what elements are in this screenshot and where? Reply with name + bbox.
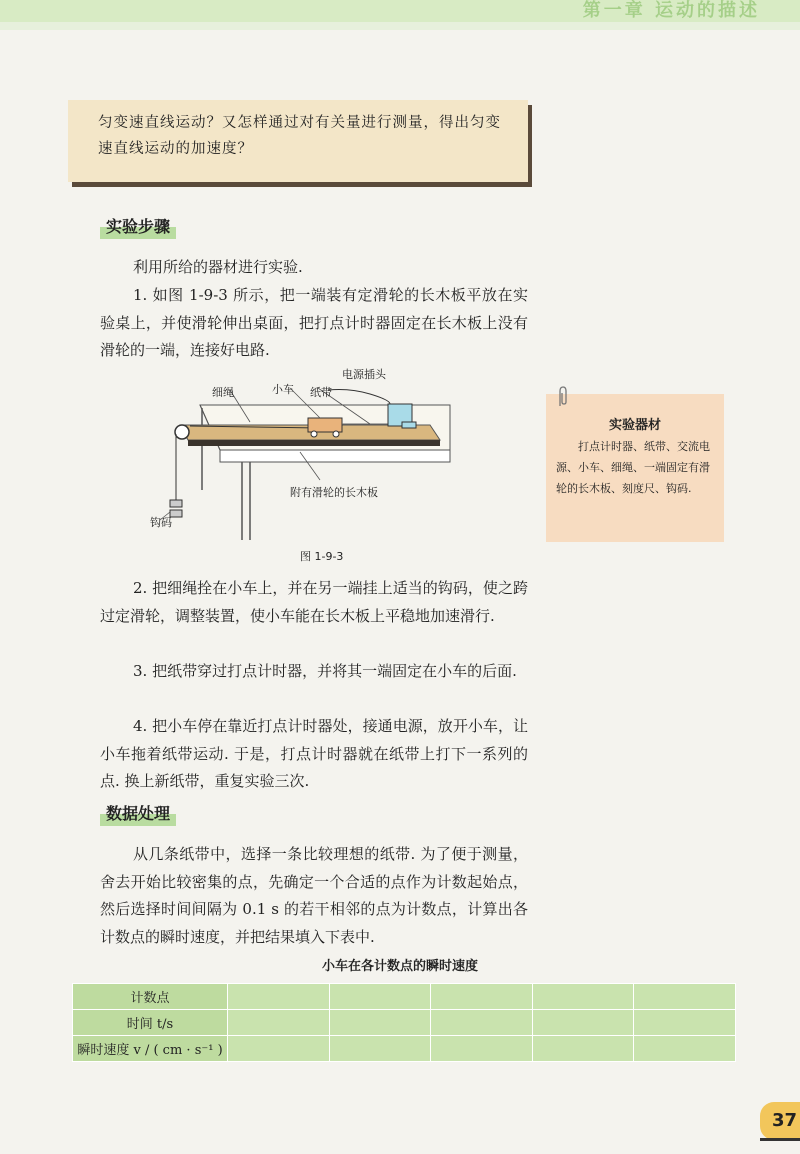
- apparatus-figure: [140, 360, 470, 560]
- step-2: 2. 把细绳拴在小车上，并在另一端挂上适当的钩码，使之跨过定滑轮，调整装置，使小车能在长木板上平稳地加速滑行.: [100, 579, 528, 625]
- table-cell: [431, 1010, 533, 1036]
- label-plug: 电源插头: [342, 368, 386, 381]
- label-board: 附有滑轮的长木板: [290, 486, 378, 499]
- table-row: [73, 1036, 736, 1062]
- section-title-data: 数据处理: [100, 799, 176, 826]
- intro-text: 匀变速直线运动？又怎样通过对有关量进行测量，得出匀变速直线运动的加速度？: [98, 115, 501, 157]
- step-3: 3. 把纸带穿过打点计时器，并将其一端固定在小车的后面.: [133, 662, 517, 680]
- label-weights: 钩码: [150, 516, 172, 529]
- step-4: 4. 把小车停在靠近打点计时器处，接通电源，放开小车，让小车拖着纸带运动. 于是，打点计时器就在纸带上打下一系列的点. 换上新纸带，重复实验三次.: [100, 717, 528, 790]
- step-1: 1. 如图 1-9-3 所示，把一端装有定滑轮的长木板平放在实验桌上，并使滑轮伸出桌面，把打点计时器固定在长木板上没有滑轮的一端，连接好电路.: [100, 286, 528, 359]
- equipment-sidebar: [546, 394, 724, 542]
- header-stripe: [0, 22, 800, 30]
- step-intro: 利用所给的器材进行实验.: [133, 258, 303, 276]
- table-cell: [228, 1010, 330, 1036]
- table-cell: [532, 984, 634, 1010]
- table-cell: [532, 1010, 634, 1036]
- table-row: [73, 1010, 736, 1036]
- table-cell: [329, 1010, 431, 1036]
- table-cell: [228, 1036, 330, 1062]
- velocity-table: [72, 983, 736, 1062]
- table-cell: [634, 1010, 736, 1036]
- label-tape: 纸带: [310, 386, 332, 399]
- table-caption: 小车在各计数点的瞬时速度: [321, 959, 478, 974]
- sidebar-title: 实验器材: [608, 418, 661, 433]
- paperclip-icon: [556, 386, 570, 408]
- page-number: 37: [760, 1102, 800, 1140]
- row-label-velocity: 瞬时速度 v / ( cm · s⁻¹ ): [73, 1036, 228, 1062]
- table-cell: [634, 984, 736, 1010]
- section-title-steps: 实验步骤: [100, 212, 176, 239]
- table-cell: [228, 984, 330, 1010]
- table-cell: [329, 1036, 431, 1062]
- table-cell: [532, 1036, 634, 1062]
- table-cell: [431, 1036, 533, 1062]
- page-edge-line: [760, 1138, 800, 1141]
- figure-caption: 图 1-9-3: [300, 550, 344, 563]
- table-row: [73, 984, 736, 1010]
- table-cell: [431, 984, 533, 1010]
- row-label-count-point: 计数点: [73, 984, 228, 1010]
- intro-box: [68, 100, 528, 182]
- sidebar-text: 打点计时器、纸带、交流电源、小车、细绳、一端固定有滑轮的长木板、刻度尺、钩码.: [556, 440, 710, 495]
- table-cell: [634, 1036, 736, 1062]
- data-processing-text: 从几条纸带中，选择一条比较理想的纸带. 为了便于测量，舍去开始比较密集的点，先确定一个合适的点作为计数起始点，然后选择时间间隔为 0.1 s 的若干相邻的点为计数点，计算出各计数点的瞬时速度，并把结果填入下表中.: [100, 845, 528, 946]
- table-cell: [329, 984, 431, 1010]
- chapter-title: 第一章 运动的描述: [582, 0, 760, 21]
- label-rope: 细绳: [212, 386, 234, 399]
- row-label-time: 时间 t/s: [73, 1010, 228, 1036]
- label-cart: 小车: [272, 383, 294, 396]
